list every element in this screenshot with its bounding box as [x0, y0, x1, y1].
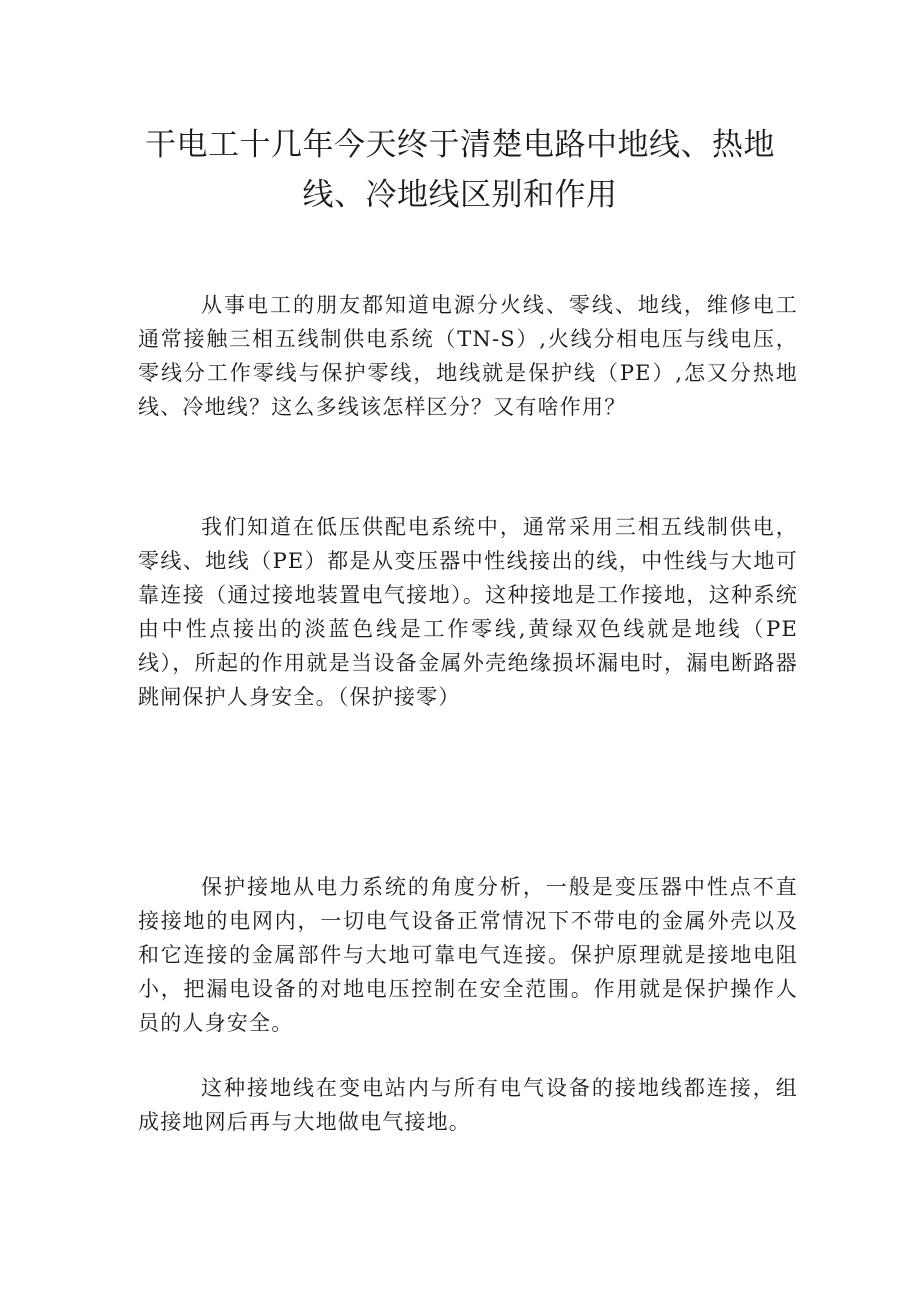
paragraph-intro: 从事电工的朋友都知道电源分火线、零线、地线，维修电工通常接触三相五线制供电系统（TN-S）,火线分相电压与线电压，零线分工作零线与保护零线，地线就是保护线（PE）,怎又分热地线、冷地线？这么多线该怎样区分？又有啥作用？: [138, 293, 798, 419]
document-title: 干电工十几年今天终于清楚电路中地线、热地线、冷地线区别和作用: [145, 127, 775, 213]
paragraph-protective-ground: 保护接地从电力系统的角度分析，一般是变压器中性点不直接接地的电网内，一切电气设备正常情况下不带电的金属外壳以及和它连接的金属部件与大地可靠电气连接。保护原理就是接地电阻小，把漏电设备的对地电压控制在安全范围。作用就是保护操作人员的人身安全。: [138, 875, 798, 1035]
paragraph-working-ground: 我们知道在低压供配电系统中，通常采用三相五线制供电，零线、地线（PE）都是从变压器中性线接出的线，中性线与大地可靠连接（通过接地装置电气接地）。这种接地是工作接地，这种系统由中性点接出的淡蓝色线是工作零线,黄绿双色线就是地线（PE线），所起的作用就是当设备金属外壳绝缘损坏漏电时，漏电断路器跳闸保护人身安全。（保护接零）: [138, 515, 798, 709]
paragraph-ground-network: 这种接地线在变电站内与所有电气设备的接地线都连接，组成接地网后再与大地做电气接地。: [138, 1076, 798, 1134]
